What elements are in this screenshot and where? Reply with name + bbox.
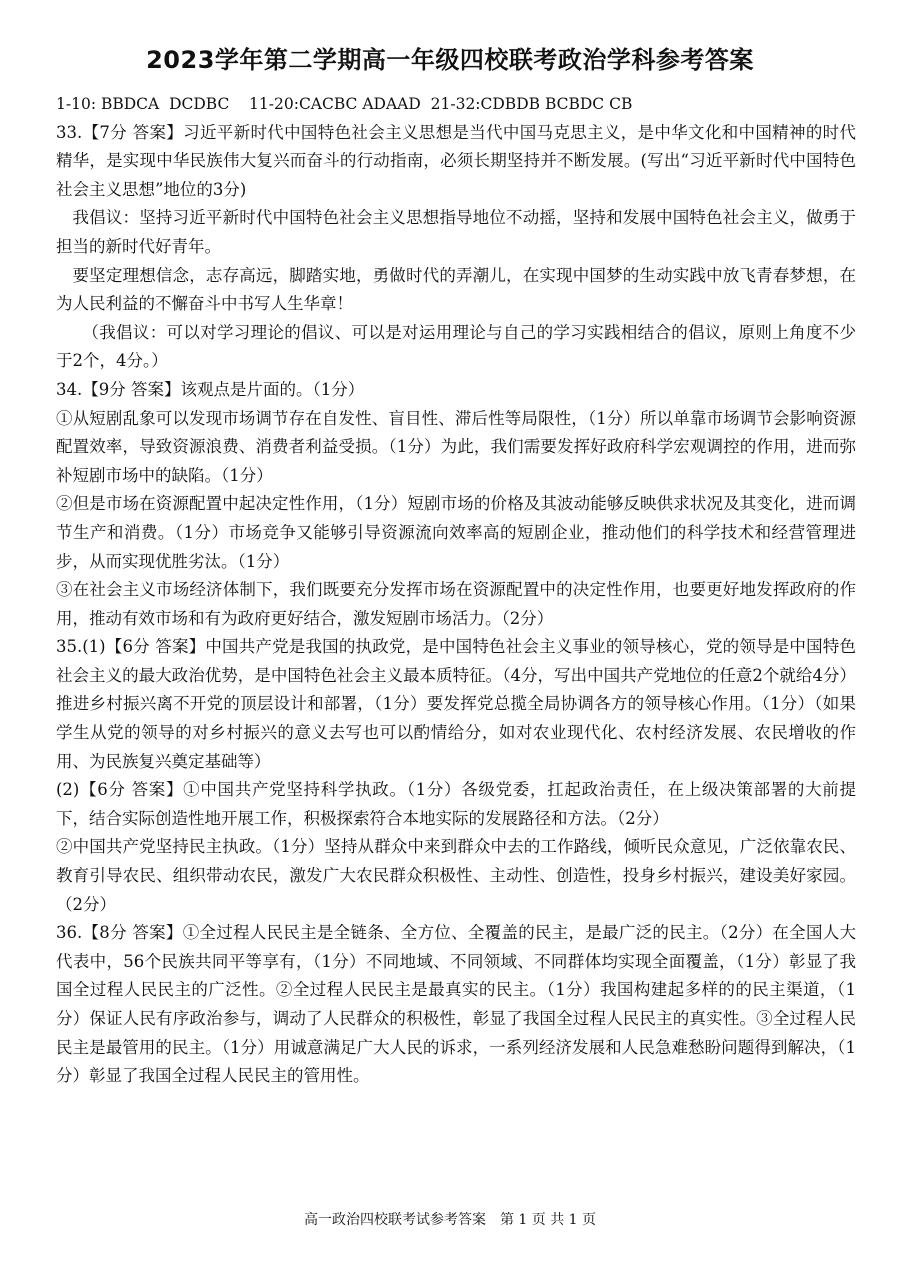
answer-content — [56, 90, 856, 1091]
q35-paragraph-3: ②中国共产党坚持民主执政。（1分）坚持从群众中来到群众中去的工作路线，倾听民众意见，广泛依靠农民、教育引导农民、组织带动农民，激发广大农民群众积极性、主动性、创造性，投身乡村振兴，建设美好家园。（2分） — [56, 837, 856, 914]
q33-paragraph-2: 我倡议：坚持习近平新时代中国特色社会主义思想指导地位不动摇，坚持和发展中国特色社会主义，做勇于担当的新时代好青年。 — [56, 208, 856, 256]
q34-paragraph-1: 34.【9分 答案】该观点是片面的。（1分） — [56, 379, 365, 399]
q34-paragraph-4: ③在社会主义市场经济体制下，我们既要充分发挥市场在资源配置中的决定性作用，也要更好地发挥政府的作用，推动有效市场和有为政府更好结合，激发短剧市场活力。（2分） — [56, 580, 856, 628]
q36-paragraph-1: 36.【8分 答案】①全过程人民民主是全链条、全方位、全覆盖的民主，是最广泛的民主。（2分）在全国人大代表中，56个民族共同平等享有，（1分）不同地域、不同领域、不同群体均实现全面覆盖，（1分）彰显了我国全过程人民民主的广泛性。②全过程人民民主是最真实的民主。（1分）我国构建起多样的的民主渠道，（1分）保证人民有序政治参与，调动了人民群众的积极性，彰显了我国全过程人民民主的真实性。③全过程人民民主是最管用的民主。（1分）用诚意满足广大人民的诉求，一系列经济发展和人民急难愁盼问题得到解决，（1分）彰显了我国全过程人民民主的管用性。 — [56, 923, 856, 1086]
page-title: 2023学年第二学期高一年级四校联考政治学科参考答案 — [146, 46, 754, 74]
q34-paragraph-3: ②但是市场在资源配置中起决定性作用，（1分）短剧市场的价格及其波动能够反映供求状况及其变化，进而调节生产和消费。（1分）市场竞争又能够引导资源流向效率高的短剧企业，推动他们的科学技术和经营管理进步，从而实现优胜劣汰。（1分） — [56, 494, 856, 571]
page-footer: 高一政治四校联考试参考答案 第 1 页 共 1 页 — [303, 1212, 597, 1228]
q35-paragraph-1: 35.(1)【6分 答案】中国共产党是我国的执政党，是中国特色社会主义事业的领导核心，党的领导是中国特色社会主义的最大政治优势，是中国特色社会主义最本质特征。（4分，写出中国共产党地位的任意2个就给4分）推进乡村振兴离不开党的顶层设计和部署，（1分）要发挥党总揽全局协调各方的领导核心作用。（1分）（如果学生从党的领导的对乡村振兴的意义去写也可以酌情给分，如对农业现代化、农村经济发展、农民增收的作用、为民族复兴奠定基础等） — [56, 637, 856, 771]
multiple-choice-answers: 1-10: BBDCA DCDBC 11-20:CACBC ADAAD 21-32:CDBDB BCBDC CB — [56, 95, 633, 113]
q33-paragraph-1: 33.【7分 答案】习近平新时代中国特色社会主义思想是当代中国马克思主义，是中华文化和中国精神的时代精华，是实现中华民族伟大复兴而奋斗的行动指南，必须长期坚持并不断发展。(写出“习近平新时代中国特色社会主义思想”地位的3分) — [56, 122, 856, 199]
q35-paragraph-2: (2)【6分 答案】①中国共产党坚持科学执政。（1分）各级党委，扛起政治责任，在上级决策部署的大前提下，结合实际创造性地开展工作，积极探索符合本地实际的发展路径和方法。（2分） — [56, 780, 856, 828]
q34-paragraph-2: ①从短剧乱象可以发现市场调节存在自发性、盲目性、滞后性等局限性，（1分）所以单靠市场调节会影响资源配置效率，导致资源浪费、消费者利益受损。（1分）为此，我们需要发挥好政府科学宏观调控的作用，进而弥补短剧市场中的缺陷。（1分） — [56, 408, 856, 485]
q33-paragraph-4: （我倡议：可以对学习理论的倡议、可以是对运用理论与自己的学习实践相结合的倡议，原则上角度不少于2个，4分。） — [56, 322, 856, 371]
q33-paragraph-3: 要坚定理想信念，志存高远，脚踏实地，勇做时代的弄潮儿，在实现中国梦的生动实践中放飞青春梦想，在为人民利益的不懈奋斗中书写人生华章！ — [56, 265, 856, 314]
